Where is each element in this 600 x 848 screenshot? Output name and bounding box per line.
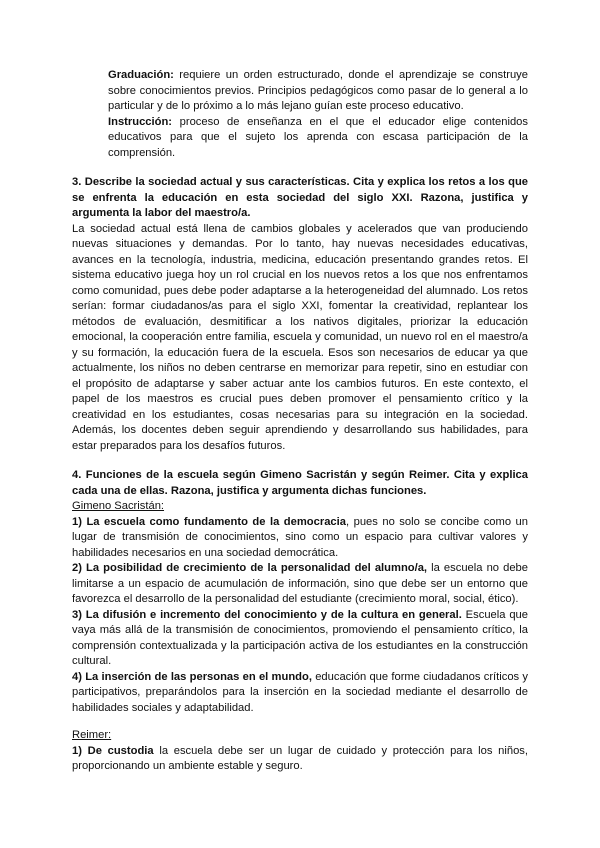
text-graduacion: requiere un orden estructurado, donde el aprendizaje se construye sobre conocimientos previos. Principios pedagógicos como pasar de lo general a lo particular y de lo próximo a lo más lejano guían este proceso educativo. [108,69,528,112]
gimeno-item-title: 3) La difusión e incremento del conocimiento y de la cultura en general. [72,608,462,621]
term-graduacion: Graduación: [108,69,174,81]
gimeno-item-text: , pues no solo se concibe como un lugar de transmisión de conocimientos, sino como un espacio para cultivar valores y habilidades necesarios en una sociedad democrática. [72,515,528,559]
reimer-label: Reimer: [72,729,112,741]
gimeno-item-4 [72,670,528,717]
gimeno-item-1 [72,515,528,562]
question-3-heading: 3. Describe la sociedad actual y sus características. Cita y explica los retos a los que se enfrenta la educación en esta sociedad del siglo XXI. Razona, justifica y argumenta la labor del maestro/a. [72,176,528,219]
term-instruccion: Instrucción: [108,115,173,128]
gimeno-label: Gimeno Sacristán: [72,500,165,512]
gimeno-item-3 [72,608,528,670]
question-4-heading: 4. Funciones de la escuela según Gimeno Sacristán y según Reimer. Cita y explica cada una de ellas. Razona, justifica y argumenta dichas funciones. [72,469,528,497]
question-3-answer: La sociedad actual está llena de cambios globales y acelerados que van produciendo nuevas situaciones y demandas. Por lo tanto, hay nuevas necesidades educativas, avances en la tecnología, industria, medicina, educación presentando grandes retos. El sistema educativo juega hoy un rol crucial en los nuevos retos a los que nos enfrentamos como comunidad, pues debe poder adaptarse a la heterogeneidad del alumnado. Los retos serían: formar ciudadanos/as para el siglo XXI, fomentar la creatividad, replantear los métodos de evaluación, desmitificar a los nativos digitales, priorizar la educación emocional, la cooperación entre familia, escuela y comunidad, un nuevo rol en el maestro/a y su formación, la educación fuera de la escuela. Esos son necesarios de educar ya que actualmente, los niños no deben centrarse en memorizar para repetir, sino en estudiar con el propósito de adaptarse y saber actuar ante los cambios futuros. En este contexto, el papel de los maestros es crucial pues deben promover el pensamiento crítico y la creatividad en los estudiantes, cosas necesarias para su integración en la sociedad. Además, los docentes deben seguir aprendiendo y desarrollando sus habilidades, para estar preparados para los desafíos futuros. [72,222,528,452]
definition-graduacion [72,68,528,115]
reimer-item-text: la escuela debe ser un lugar de cuidado y protección para los niños, proporcionando un ambiente estable y seguro. [72,744,528,772]
definition-instruccion [72,115,528,162]
gimeno-item-text: educación que forme ciudadanos críticos y participativos, preparándolos para la inserción en la sociedad mediante el desarrollo de habilidades sociales y adaptabilidad. [72,670,529,714]
gimeno-item-title: 2) La posibilidad de crecimiento de la personalidad del alumno/a, [72,562,428,574]
gimeno-item-2 [72,561,528,608]
gimeno-item-title: 4) La inserción de las personas en el mundo, [72,670,312,683]
text-instruccion: proceso de enseñanza en el que el educador elige contenidos educativos para que el sujeto los aprenda con escasa participación de la comprensión. [108,115,528,159]
gimeno-item-title: 1) La escuela como fundamento de la democracia [72,515,346,528]
reimer-item-1 [72,744,528,775]
gimeno-item-text: la escuela no debe limitarse a un espacio de acumulación de información, sino que debe ser un entorno que favorezca el desarrollo de la personalidad del estudiante (crecimiento moral, social, ético). [72,562,528,605]
gimeno-item-text: Escuela que vaya más allá de la transmisión de conocimientos, promoviendo el pensamiento crítico, la comprensión contextualizada y la participación activa de los estudiantes en la construcción cultural. [72,608,528,667]
reimer-item-title: 1) De custodia [72,744,154,757]
